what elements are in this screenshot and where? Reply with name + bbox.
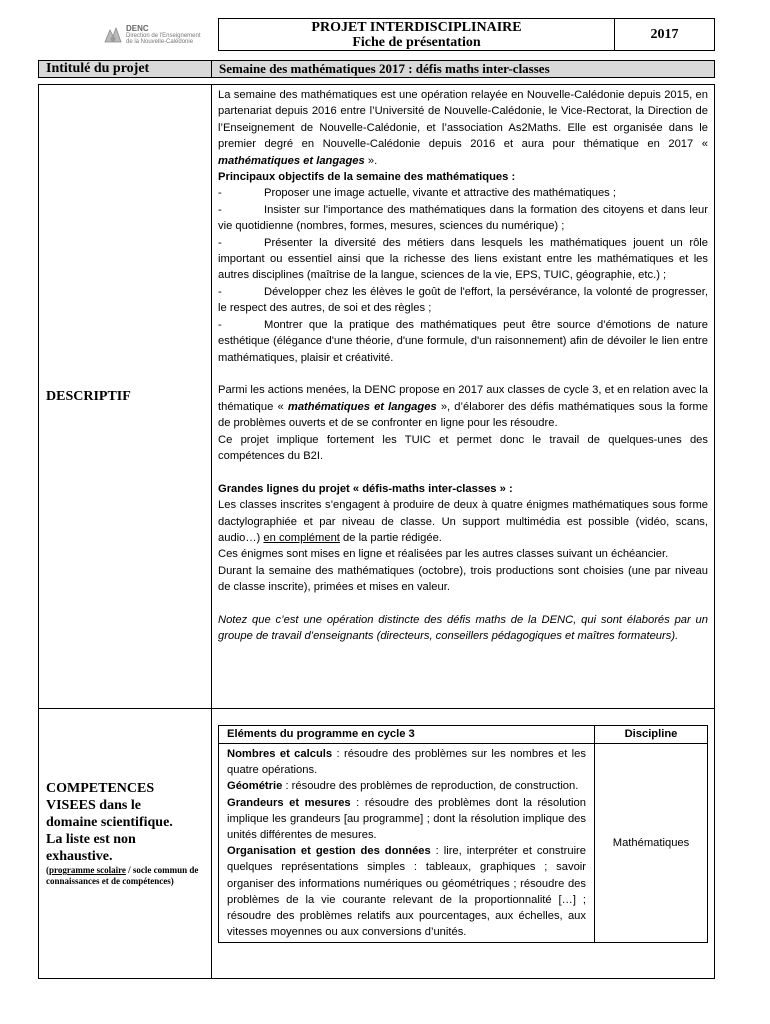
competence-heading: Géométrie [227, 780, 283, 793]
note-paragraph: Notez que c’est une opération distincte des défis maths de la DENC, qui sont élaborés par un groupe de travail d’enseignants (directeurs, conseillers pédagogiques et maîtres formateurs). [218, 613, 708, 643]
competences-label-4: La liste est non [46, 832, 136, 847]
objective-item: - Développer chez les élèves le goût de l'effort, la persévérance, la volonté de progresser, le respect des autres, de soi et des règles ; [218, 285, 708, 315]
grid-right [714, 84, 715, 979]
competence-heading: Organisation et gestion des données [227, 845, 431, 858]
grid-left [38, 84, 39, 979]
competence-text: : résoudre des problèmes dont la résolution implique les grandeurs [au programme] ; dont la résolution implique des unités différentes de mesures. [227, 796, 586, 842]
col-elements-header: Eléments du programme en cycle 3 [219, 726, 595, 743]
competences-table [218, 725, 708, 943]
competence-heading: Grandeurs et mesures [227, 796, 351, 809]
descriptif-content [218, 87, 708, 645]
objective-text: Insister sur l'importance des mathématiques dans la formation des citoyens et dans leur vie quotidienne (nombres, formes, mesures, sciences du numérique) ; [218, 203, 708, 233]
competences-elements [219, 744, 595, 942]
competences-table-row [219, 744, 707, 942]
competence-item [227, 795, 586, 844]
competence-item [227, 778, 586, 794]
project-title-value: Semaine des mathématiques 2017 : défis maths inter-classes [219, 61, 550, 76]
lines-paragraph-3: Durant la semaine des mathématiques (octobre), trois productions sont choisies (une par niveau de classe inscrite), primées et mises en valeur. [218, 564, 708, 594]
denc-emblem-icon [102, 24, 124, 46]
objective-item: - Proposer une image actuelle, vivante et attractive des mathématiques ; [218, 187, 616, 200]
grid-bottom [38, 978, 715, 979]
objective-text: Présenter la diversité des métiers dans lesquels les mathématiques jouent un rôle important ou essentiel ainsi que la richesse des liens existant entre les mathématiques et les autres disciplines (maîtrise de la langue, sciences de la vie, EPS, TUIC, géographie, etc.) ; [218, 236, 708, 282]
objective-item: - Insister sur l'importance des mathématiques dans la formation des citoyens et dans leur vie quotidienne (nombres, formes, mesures, sciences du numérique) ; [218, 203, 708, 233]
lines-paragraph-2: Ces énigmes sont mises en ligne et réalisées par les autres classes suivant un échéancier. [218, 548, 669, 561]
objective-item: - Présenter la diversité des métiers dans lesquels les mathématiques jouent un rôle important ou essentiel ainsi que la richesse des liens existant entre les mathématiques et les autres disciplines (maîtrise de la langue, sciences de la vie, EPS, TUIC, géographie, etc.) ; [218, 236, 708, 282]
title-divider [211, 60, 212, 78]
col-discipline-header: Discipline [624, 728, 678, 740]
objective-text: Montrer que la pratique des mathématiques peut être source d’émotions de nature esthétique (élégance d'une théorie, d'une formule, d'un raisonnement) afin de dévoiler le lien entre mathématiques, plaisir et créativité. [218, 318, 708, 364]
grid-top [38, 84, 715, 85]
competence-heading: Nombres et calculs [227, 748, 333, 760]
lines-paragraph-1: Les classes inscrites s’engagent à produire de deux à quatre énigmes mathématiques sous forme dactylographiée et par niveau de classe. Un support multimédia est possible (vidéo, scans, audio…) en complément de la partie rédigée. [218, 499, 708, 544]
competences-label-3: domaine scientifique. [46, 815, 173, 830]
intro-paragraph: La semaine des mathématiques est une opération relayée en Nouvelle-Calédonie depuis 2015, en partenariat depuis 2016 entre l’Université de Nouvelle-Calédonie, le Vice-Rectorat, la Direction de l’Enseignement de Nouvelle-Calédonie, et l’association As2Maths. Elle est organisée dans le premier degré en Nouvelle-Calédonie depuis 2016 et aura pour thématique en 2017 « mathématiques et langages ». [218, 89, 708, 167]
denc-logo [102, 22, 212, 48]
competence-text: : lire, interpréter et construire quelques représentations simples : tableaux, graphiques ; savoir organiser des informations numériques ou géométriques ; résoudre des problèmes de la vie courante relevant de la proportionnalité […] ; résoudre des problèmes relatifs aux pourcentages, aux échelles, aux vitesses moyennes ou aux conversions d’unités. [227, 845, 586, 939]
project-title-label: Intitulé du projet [46, 61, 150, 76]
competence-text: : résoudre des problèmes de reproduction, de construction. [282, 780, 579, 793]
actions-theme: mathématiques et langages [287, 400, 437, 413]
grid-middle [211, 84, 212, 979]
competences-label [46, 780, 211, 887]
header-title-line-1: PROJET INTERDISCIPLINAIRE [311, 20, 522, 35]
competence-text: : résoudre des problèmes sur les nombres et les quatre opérations. [227, 748, 586, 777]
competence-item [227, 746, 586, 778]
objective-text: Proposer une image actuelle, vivante et attractive des mathématiques ; [264, 187, 616, 200]
header-title-box [218, 18, 615, 51]
intro-theme: mathématiques et langages [218, 154, 365, 167]
competence-item [227, 843, 586, 940]
logo-name: DENC [126, 24, 149, 33]
grid-separator [38, 708, 715, 709]
competences-table-header [219, 726, 707, 744]
objective-item: - Montrer que la pratique des mathématiques peut être source d’émotions de nature esthétique (élégance d'une théorie, d'une formule, d'un raisonnement) afin de dévoiler le lien entre mathématiques, plaisir et créativité. [218, 318, 708, 364]
competences-label-1: COMPETENCES [46, 781, 155, 796]
actions-paragraph: Parmi les actions menées, la DENC propose en 2017 aux classes de cycle 3, et en relation avec la thématique « mathématiques et langages », d’élaborer des défis mathématiques sous la forme de problèmes ouverts et de se confronter en ligne pour les résoudre. [218, 384, 709, 430]
objectives-title: Principaux objectifs de la semaine des mathématiques : [218, 171, 516, 184]
logo-line-2: de la Nouvelle-Calédonie [126, 39, 194, 45]
objective-text: Développer chez les élèves le goût de l'effort, la persévérance, la volonté de progresser, le respect des autres, de soi et des règles ; [218, 285, 708, 315]
competences-label-2: VISEES dans le [46, 798, 141, 813]
lines-title: Grandes lignes du projet « défis-maths inter-classes » : [218, 482, 513, 495]
competences-note: (programme scolaire / socle commun de connaissances et de compétences) [46, 865, 199, 886]
descriptif-label: DESCRIPTIF [46, 389, 131, 404]
header-year: 2017 [614, 18, 715, 51]
discipline-value: Mathématiques [612, 837, 690, 850]
tuic-paragraph: Ce projet implique fortement les TUIC et permet donc le travail de quelques-unes des compétences du B2I. [218, 433, 708, 462]
header-title-line-2: Fiche de présentation [352, 35, 481, 50]
logo-line-1: Direction de l'Enseignement [126, 33, 201, 39]
competences-label-5: exhaustive. [46, 849, 113, 864]
